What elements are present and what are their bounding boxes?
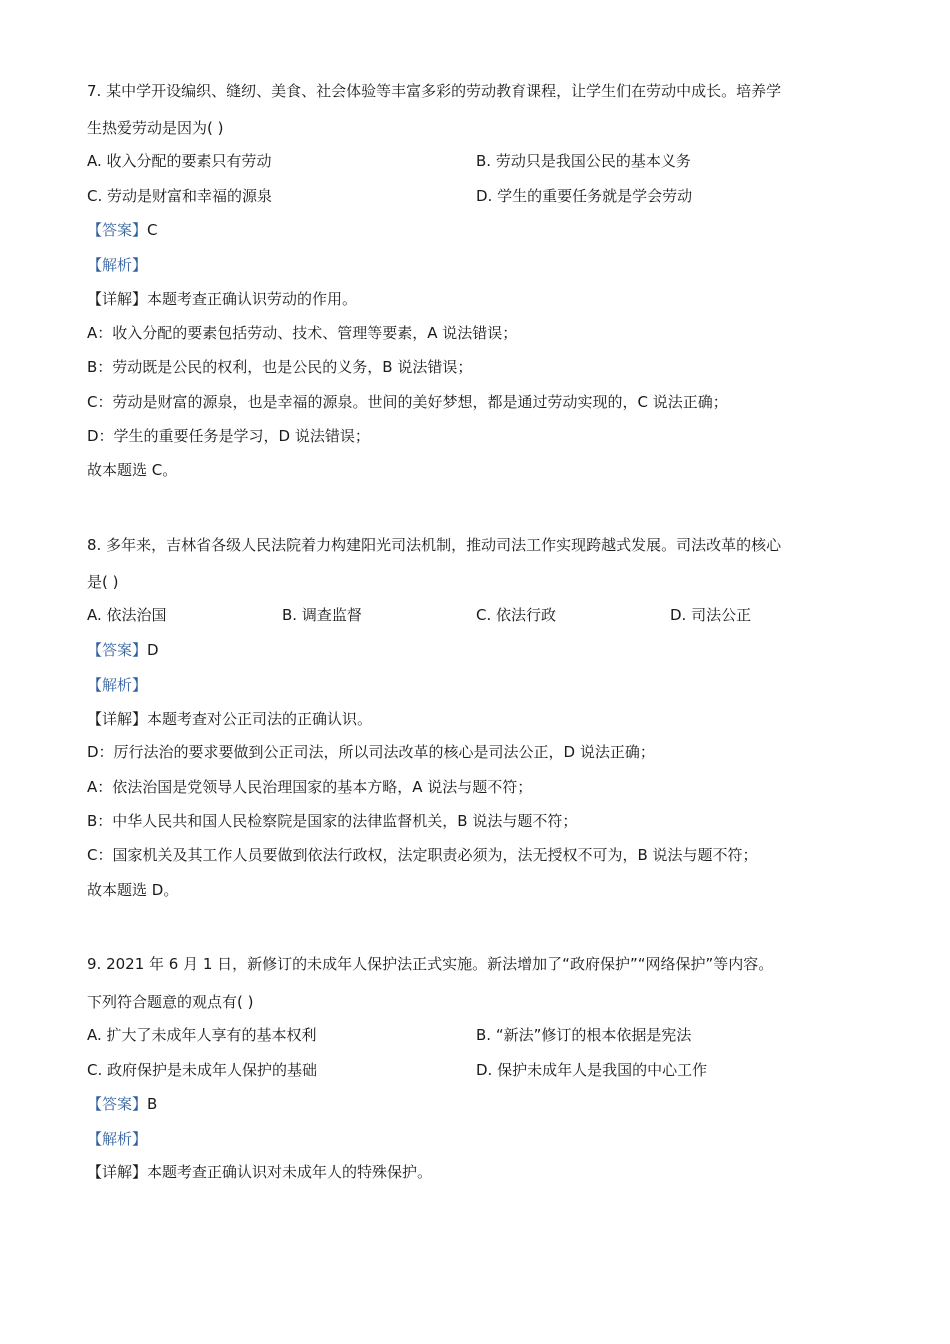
- q8-answer-tag: 【答案】: [87, 641, 148, 659]
- q7-detail-3: C：劳动是财富的源泉，也是幸福的源泉。世间的美好梦想，都是通过劳动实现的，C 说法正确；: [87, 393, 728, 411]
- q8-detail-4: C：国家机关及其工作人员要做到依法行政权，法定职责必须为，法无授权不可为，B 说法与题不符；: [87, 846, 758, 864]
- q9-answer-value: B: [147, 1095, 158, 1113]
- q9-stem-line1: 9. 2021 年 6 月 1 日，新修订的未成年人保护法正式实施。新法增加了“政府保护”“网络保护”等内容。: [87, 955, 774, 973]
- q8-option-d: D. 司法公正: [670, 606, 752, 624]
- q7-option-b: B. 劳动只是我国公民的基本义务: [476, 152, 691, 170]
- q8-analysis-tag: 【解析】: [87, 676, 148, 694]
- q7-option-a: A. 收入分配的要素只有劳动: [87, 152, 272, 170]
- q7-answer-value: C: [147, 221, 158, 239]
- q8-answer-value: D: [147, 641, 159, 659]
- q7-option-d: D. 学生的重要任务就是学会劳动: [476, 187, 693, 205]
- q8-detail-1: D：厉行法治的要求要做到公正司法，所以司法改革的核心是司法公正，D 说法正确；: [87, 743, 655, 761]
- q7-option-c: C. 劳动是财富和幸福的源泉: [87, 187, 273, 205]
- q8-option-c: C. 依法行政: [476, 606, 557, 624]
- q8-detail-0: 【详解】本题考查对公正司法的正确认识。: [87, 710, 373, 728]
- q9-option-a: A. 扩大了未成年人享有的基本权利: [87, 1026, 317, 1044]
- q7-analysis-tag: 【解析】: [87, 256, 148, 274]
- q9-stem-line2: 下列符合题意的观点有( ): [87, 993, 254, 1011]
- q8-stem-line1: 8. 多年来，吉林省各级人民法院着力构建阳光司法机制，推动司法工作实现跨越式发展。司法改革的核心: [87, 536, 782, 554]
- q9-answer-tag: 【答案】: [87, 1095, 148, 1113]
- q7-detail-1: A：收入分配的要素包括劳动、技术、管理等要素，A 说法错误；: [87, 324, 518, 342]
- q9-analysis-tag: 【解析】: [87, 1130, 148, 1148]
- q8-stem-line2: 是( ): [87, 573, 119, 591]
- q7-answer: [87, 220, 158, 240]
- q9-detail-0: 【详解】本题考查正确认识对未成年人的特殊保护。: [87, 1163, 433, 1181]
- q7-detail-4: D：学生的重要任务是学习，D 说法错误；: [87, 427, 370, 445]
- q8-option-a: A. 依法治国: [87, 606, 167, 624]
- q7-stem-line2: 生热爱劳动是因为( ): [87, 119, 224, 137]
- q9-answer: [87, 1094, 157, 1114]
- q9-option-c: C. 政府保护是未成年人保护的基础: [87, 1061, 318, 1079]
- q8-option-b: B. 调查监督: [282, 606, 362, 624]
- q8-answer: [87, 640, 159, 660]
- q8-detail-2: A：依法治国是党领导人民治理国家的基本方略，A 说法与题不符；: [87, 778, 533, 796]
- q7-detail-2: B：劳动既是公民的权利，也是公民的义务，B 说法错误；: [87, 358, 473, 376]
- q7-stem-line1: 7. 某中学开设编织、缝纫、美食、社会体验等丰富多彩的劳动教育课程，让学生们在劳动中成长。培养学: [87, 82, 782, 100]
- q9-option-b: B. “新法”修订的根本依据是宪法: [476, 1026, 692, 1044]
- q7-answer-tag: 【答案】: [87, 221, 148, 239]
- q7-detail-5: 故本题选 C。: [87, 461, 178, 479]
- q8-detail-5: 故本题选 D。: [87, 881, 179, 899]
- q8-detail-3: B：中华人民共和国人民检察院是国家的法律监督机关，B 说法与题不符；: [87, 812, 578, 830]
- q7-detail-0: 【详解】本题考查正确认识劳动的作用。: [87, 290, 358, 308]
- q9-option-d: D. 保护未成年人是我国的中心工作: [476, 1061, 708, 1079]
